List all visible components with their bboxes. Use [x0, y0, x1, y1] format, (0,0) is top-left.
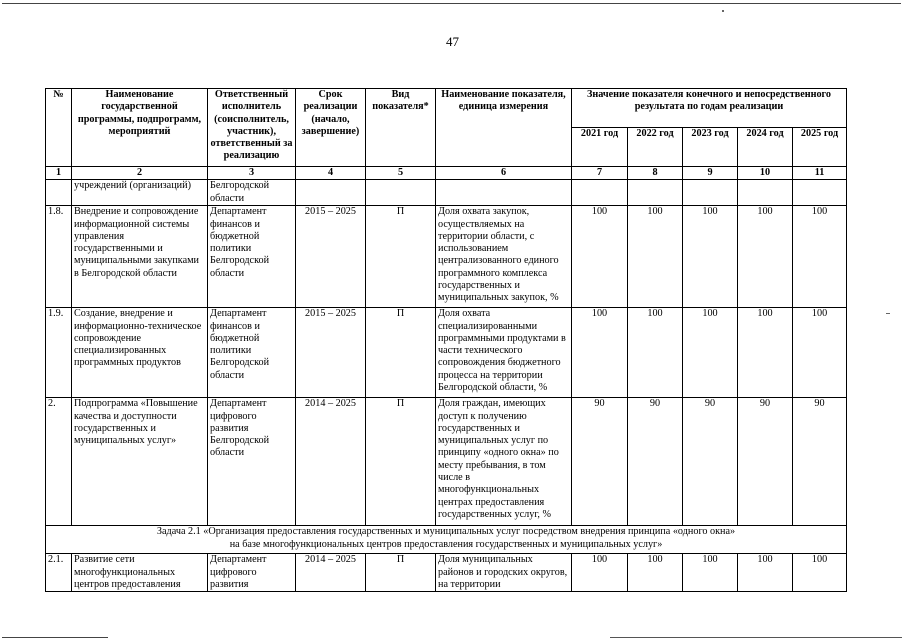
row-name: учреждений (организаций): [72, 180, 208, 206]
header-kind: Вид показателя*: [366, 89, 436, 167]
row-value: 100: [683, 206, 738, 308]
row-value: 100: [572, 308, 628, 398]
row-kind: [366, 180, 436, 206]
row-value: 100: [793, 308, 847, 398]
row-value: 100: [572, 206, 628, 308]
row-term: 2015 – 2025: [296, 308, 366, 398]
row-value: [628, 180, 683, 206]
column-number: 4: [296, 167, 366, 180]
bottom-scan-line: [610, 637, 902, 638]
row-value: [793, 180, 847, 206]
task-heading: [46, 526, 847, 554]
indicators-table: [45, 88, 847, 592]
row-executor: Департамент цифрового развития: [208, 554, 296, 592]
header-name: Наименование государственной программы, подпрограмм, мероприятий: [72, 89, 208, 167]
row-number: 1.9.: [46, 308, 72, 398]
column-number: 9: [683, 167, 738, 180]
row-indicator: [436, 180, 572, 206]
row-indicator: Доля охвата специализированными программными продуктами в части технического сопровождения бюджетного процесса на территории Белгородской области, %: [436, 308, 572, 398]
row-term: 2014 – 2025: [296, 398, 366, 526]
row-kind: П: [366, 398, 436, 526]
row-value: 90: [683, 398, 738, 526]
table-row: [46, 308, 847, 398]
column-number: 7: [572, 167, 628, 180]
row-name: Создание, внедрение и информационно-техническое сопровождение специализированных программных продуктов: [72, 308, 208, 398]
header-year: 2024 год: [738, 128, 793, 167]
header-no: №: [46, 89, 72, 167]
scan-speck: [722, 10, 724, 12]
row-value: 100: [628, 554, 683, 592]
task-row: [46, 526, 847, 554]
row-number: 1.8.: [46, 206, 72, 308]
row-executor: Департамент финансов и бюджетной политики Белгородской области: [208, 206, 296, 308]
table-header-row: [46, 89, 847, 128]
table-row: [46, 554, 847, 592]
header-year: 2025 год: [793, 128, 847, 167]
row-value: 100: [793, 554, 847, 592]
row-kind: П: [366, 308, 436, 398]
row-value: 100: [738, 206, 793, 308]
row-term: 2014 – 2025: [296, 554, 366, 592]
row-kind: П: [366, 554, 436, 592]
column-number: 3: [208, 167, 296, 180]
bottom-scan-line: [2, 637, 108, 638]
row-indicator: Доля муниципальных районов и городских округов, на территории: [436, 554, 572, 592]
row-value: 90: [793, 398, 847, 526]
row-value: 100: [738, 554, 793, 592]
row-value: [738, 180, 793, 206]
row-value: 90: [738, 398, 793, 526]
row-name: Развитие сети многофункциональных центров предоставления: [72, 554, 208, 592]
column-number: 8: [628, 167, 683, 180]
table-row: [46, 398, 847, 526]
row-value: 100: [683, 554, 738, 592]
column-number: 6: [436, 167, 572, 180]
scan-speck: [886, 313, 890, 314]
row-term: [296, 180, 366, 206]
top-scan-line: [2, 3, 901, 4]
column-number: 11: [793, 167, 847, 180]
column-number: 2: [72, 167, 208, 180]
row-value: 90: [628, 398, 683, 526]
header-indicator: Наименование показателя, единица измерения: [436, 89, 572, 167]
row-number: 2.1.: [46, 554, 72, 592]
row-name: Подпрограмма «Повышение качества и доступности государственных и муниципальных услуг»: [72, 398, 208, 526]
row-executor: Департамент цифрового развития Белгородской области: [208, 398, 296, 526]
task-line: Задача 2.1 «Организация предоставления государственных и муниципальных услуг посредством внедрения принципа «одного окна»: [156, 526, 736, 538]
column-number: 10: [738, 167, 793, 180]
page-number: 47: [446, 34, 459, 49]
column-number: 5: [366, 167, 436, 180]
task-line: на базе многофункциональных центров предоставления государственных и муниципальных услуг»: [229, 538, 663, 550]
row-executor: Белгородской области: [208, 180, 296, 206]
row-number: [46, 180, 72, 206]
header-year: 2023 год: [683, 128, 738, 167]
header-year: 2021 год: [572, 128, 628, 167]
row-number: 2.: [46, 398, 72, 526]
column-number: 1: [46, 167, 72, 180]
table-row: [46, 206, 847, 308]
row-value: 100: [738, 308, 793, 398]
row-value: 100: [628, 308, 683, 398]
row-value: 100: [572, 554, 628, 592]
row-value: [572, 180, 628, 206]
row-indicator: Доля охвата закупок, осуществляемых на территории области, с использованием централизованного единого программного комплекса государственных и муниципальных закупок, %: [436, 206, 572, 308]
row-value: 100: [683, 308, 738, 398]
header-values: Значение показателя конечного и непосредственного результата по годам реализации: [572, 89, 847, 128]
column-numbers-row: [46, 167, 847, 180]
header-term: Срок реализации (начало, завершение): [296, 89, 366, 167]
row-value: 100: [628, 206, 683, 308]
header-year: 2022 год: [628, 128, 683, 167]
row-value: 90: [572, 398, 628, 526]
row-name: Внедрение и сопровождение информационной системы управления государственными и муниципальными закупками в Белгородской области: [72, 206, 208, 308]
table-row: [46, 180, 847, 206]
row-value: 100: [793, 206, 847, 308]
row-term: 2015 – 2025: [296, 206, 366, 308]
row-indicator: Доля граждан, имеющих доступ к получению государственных и муниципальных услуг по принципу «одного окна» по месту пребывания, в том числе в многофункциональных центрах предоставления государственных услуг, %: [436, 398, 572, 526]
header-executor: Ответственный исполнитель (соисполнитель, участник), ответственный за реализацию: [208, 89, 296, 167]
row-value: [683, 180, 738, 206]
row-kind: П: [366, 206, 436, 308]
row-executor: Департамент финансов и бюджетной политики Белгородской области: [208, 308, 296, 398]
